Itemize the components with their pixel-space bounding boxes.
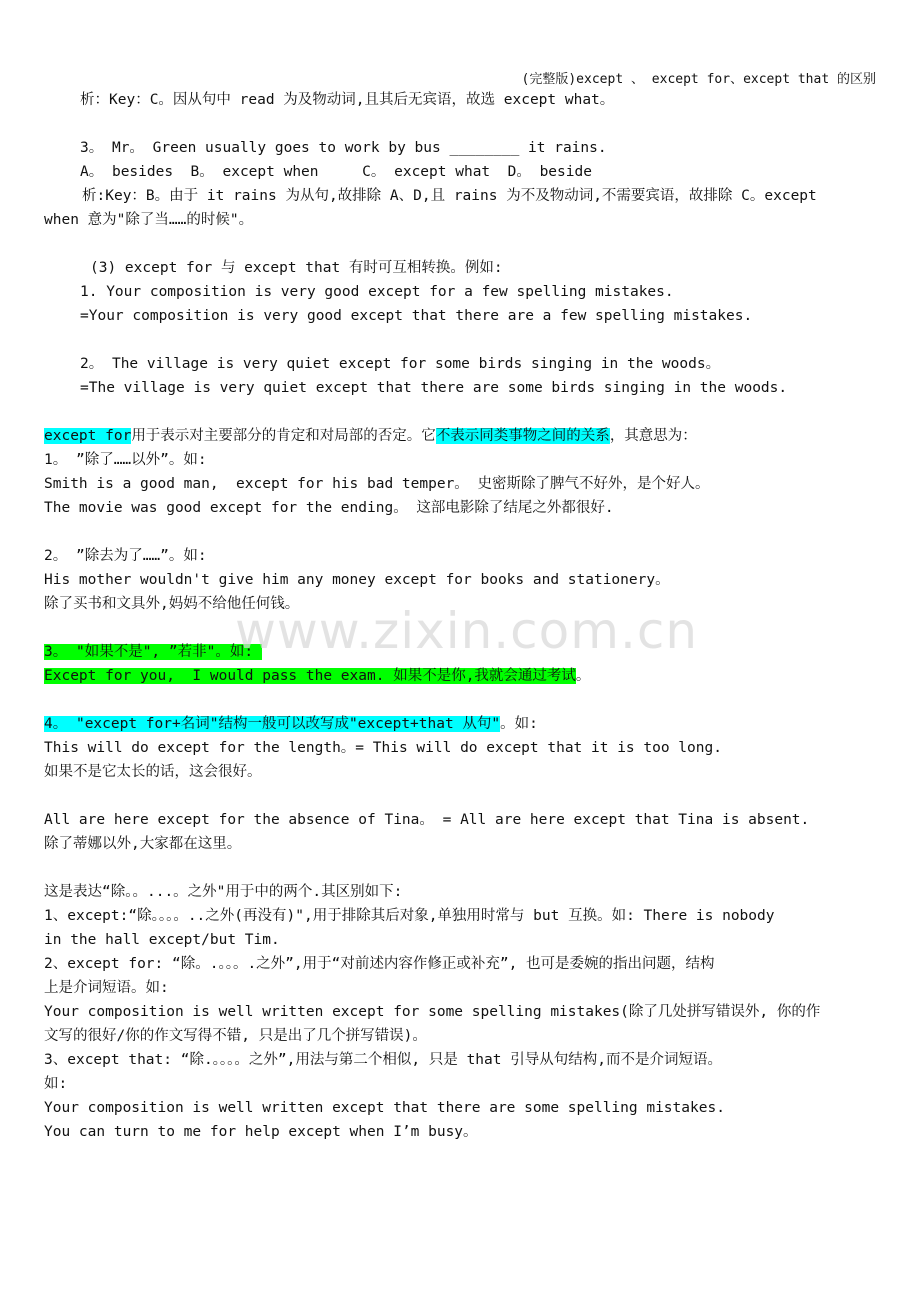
definition-text: 用于表示对主要部分的肯定和对局部的否定。它 [131,428,436,444]
example-line: Smith is a good man, except for his bad temper。 史密斯除了脾气不好外，是个好人。 [44,476,710,492]
example-line: 文写的很好/你的作文写得不错, 只是出了几个拼写错误)。 [44,1028,427,1044]
example-line: The movie was good except for the ending。 这部电影除了结尾之外都很好. [44,500,614,516]
definition-text-end: ，其意思为： [609,428,697,444]
meaning-3-heading [44,640,876,664]
summary-item-1-cont: in the hall except/but Tim. [44,932,280,948]
example-line: This will do except for the length。= This will do except that it is too long. [44,740,722,756]
highlight-example: Except for you, I would pass the exam. 如果不是你,我就会通过考试 [44,668,576,684]
question-3-stem: 3。 Mr。 Green usually goes to work by bus ________ it rains. [80,140,607,156]
example-line: His mother wouldn't give him any money except for books and stationery。 [44,572,670,588]
highlight-not-same-kind: 不表示同类事物之间的关系 [435,428,610,444]
sentence-end: 。 [575,668,591,684]
question-3-options: A。 besides B。 except when C。 except what D。 beside [80,164,592,180]
summary-item-2: 2、except for: “除。.。。。.之外”,用于“对前述内容作修正或补充”, 也可是委婉的指出问题，结构 [44,956,715,972]
example-line: Your composition is well written except that there are some spelling mistakes. [44,1100,725,1116]
example-line: 如果不是它太长的话，这会很好。 [44,764,262,780]
example-line: All are here except for the absence of Tina。 = All are here except that Tina is absent. [44,812,810,828]
text-line: 析：Key：C。因从句中 read 为及物动词,且其后无宾语，故选 except what。 [80,92,615,108]
highlight-except-for: except for [44,428,132,444]
meaning-4-heading [44,712,876,736]
summary-intro: 这是表达“除。。...。之外"用于中的两个.其区别如下: [44,884,403,900]
heading-suffix: 。如: [500,716,538,732]
highlight-meaning-4: 4。 "except for+名词"结构一般可以改写成"except+that 从句" [44,716,501,732]
example-line: 除了买书和文具外,妈妈不给他任何钱。 [44,596,300,612]
question-3-explanation: 析:Key：B。由于 it rains 为从句,故排除 A、D,且 rains 为不及物动词,不需要宾语，故排除 C。except [82,188,817,204]
section-heading-3: (3) except for 与 except that 有时可互相转换。例如: [90,260,503,276]
example-line: 除了蒂娜以外,大家都在这里。 [44,836,242,852]
example-line: Your composition is well written except for some spelling mistakes(除了几处拼写错误外, 你的作 [44,1004,821,1020]
watermark: www.zixin.com.cn [235,602,699,660]
example-line: You can turn to me for help except when I’m busy。 [44,1124,478,1140]
highlight-meaning-3: 3。 "如果不是", ”若非"。如: [44,644,262,660]
summary-item-3-cont: 如: [44,1076,68,1092]
meaning-1-heading: 1。 ”除了……以外”。如: [44,452,207,468]
except-for-definition [44,424,876,448]
summary-item-3: 3、except that: “除.。。。。之外”,用法与第二个相似, 只是 that 引导从句结构,而不是介词短语。 [44,1052,722,1068]
question-3-explanation-cont: when 意为"除了当……的时候"。 [44,212,254,228]
example-line: =The village is very quiet except that there are some birds singing in the woods. [80,380,788,396]
example-line: =Your composition is very good except that there are a few spelling mistakes. [80,308,753,324]
document-header-title: (完整版)except 、 except for、except that 的区别 [521,72,876,87]
example-line: 2。 The village is very quiet except for some birds singing in the woods。 [80,356,721,372]
meaning-2-heading: 2。 ”除去为了……”。如: [44,548,207,564]
example-line: 1. Your composition is very good except for a few spelling mistakes. [80,284,674,300]
summary-item-2-cont: 上是介词短语。如: [44,980,169,996]
summary-item-1: 1、except:“除。。。。..之外(再没有)",用于排除其后对象,单独用时常与 but 互换。如: There is nobody [44,908,775,924]
example-line [44,664,876,688]
